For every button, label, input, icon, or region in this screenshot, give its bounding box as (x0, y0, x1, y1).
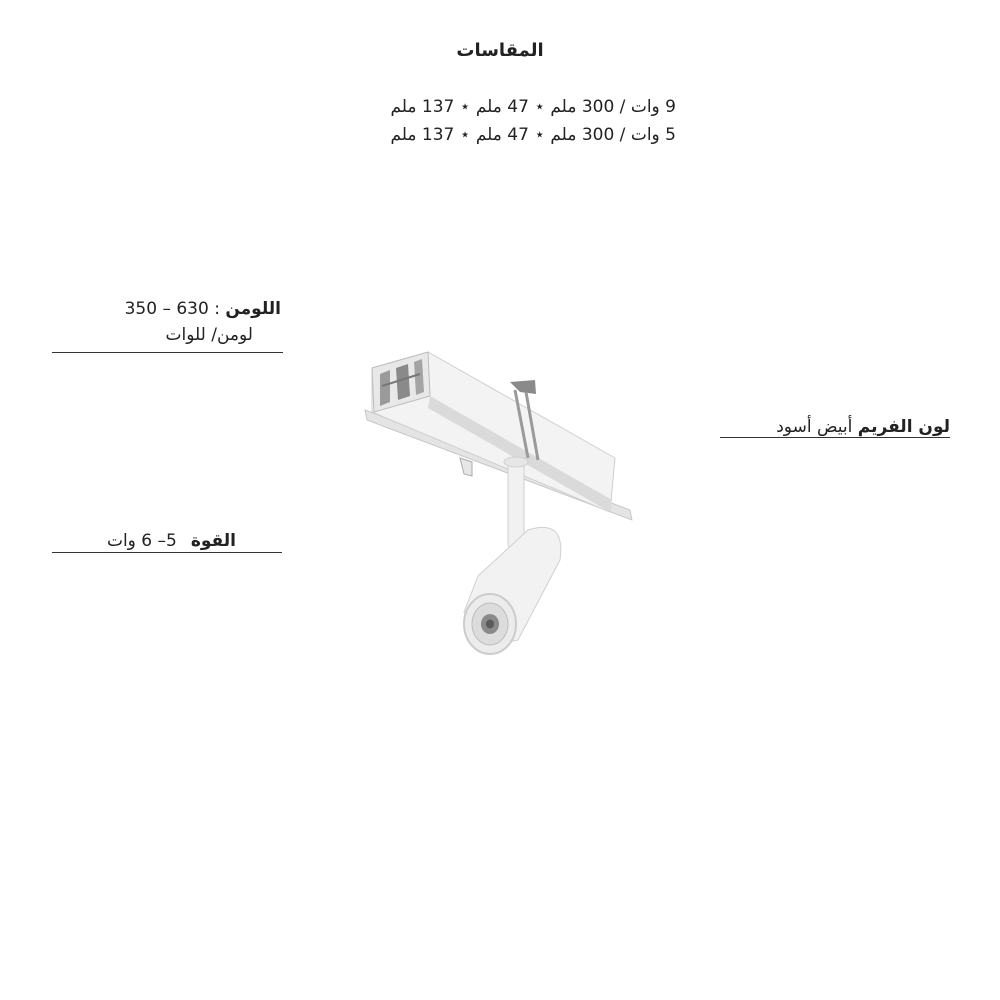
dimensions-list (300, 93, 676, 149)
power-spec (52, 528, 236, 554)
recessed-track-spotlight-icon (360, 350, 640, 660)
dimensions-title: المقاسات (456, 40, 544, 61)
lumen-label: اللومن (225, 299, 281, 319)
lumen-range: 630 – 350 (124, 299, 209, 319)
frame-color-value: أبيض أسود (776, 417, 853, 437)
power-underline (52, 552, 282, 553)
lumen-unit: لومن/ للوات (165, 325, 253, 345)
lumen-underline (52, 352, 283, 353)
power-value: 5– 6 وات (106, 531, 177, 551)
dimension-line-5w: 5 وات / 300 ملم ⋆ 47 ملم ⋆ 137 ملم (390, 125, 676, 145)
lumen-line-1 (52, 296, 281, 322)
frame-color-underline (720, 437, 950, 438)
lumen-spec (52, 296, 281, 348)
dimension-line-9w: 9 وات / 300 ملم ⋆ 47 ملم ⋆ 137 ملم (390, 97, 676, 117)
lumen-separator: : (208, 299, 226, 319)
frame-color-label: لون الفريم (857, 417, 950, 437)
power-label: القوة (190, 531, 236, 551)
spot-body (464, 527, 561, 654)
track-channel (365, 352, 632, 520)
